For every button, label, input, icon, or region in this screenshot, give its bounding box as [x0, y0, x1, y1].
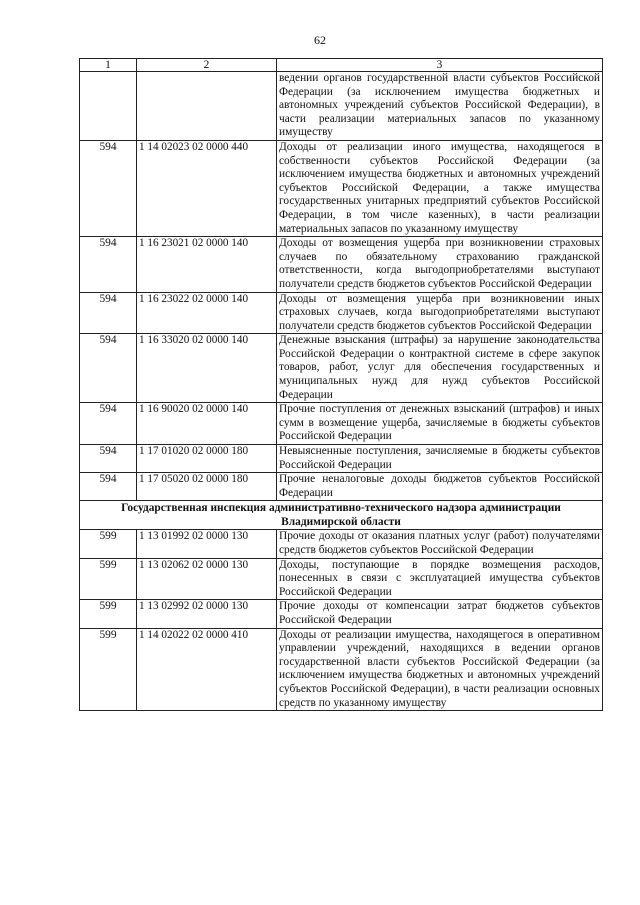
- budget-code-cell: 1 17 01020 02 0000 180: [137, 445, 277, 473]
- budget-code-cell: 1 13 01992 02 0000 130: [137, 530, 277, 558]
- budget-code-cell: 1 16 23021 02 0000 140: [137, 237, 277, 292]
- description-cell: Доходы от реализации имущества, находящегося в оперативном управлении учреждений, находящихся в ведении органов государственной власти субъектов Российской Федерации (за исключением имущества бюджетных и автономных учреждений субъектов Российской Федерации), в части реализации основных средств по указанному имуществу: [277, 628, 603, 711]
- table-row: [80, 473, 603, 501]
- admin-code-cell: 594: [80, 334, 137, 403]
- column-header-2: 2: [137, 59, 277, 72]
- admin-code-cell: 599: [80, 600, 137, 628]
- table-row: [80, 292, 603, 334]
- table-row: [80, 140, 603, 236]
- table-row: [80, 403, 603, 445]
- table-header-row: [80, 59, 603, 72]
- table-row: [80, 72, 603, 141]
- admin-code-cell: 594: [80, 445, 137, 473]
- admin-code-cell: 599: [80, 558, 137, 600]
- budget-code-cell: 1 16 33020 02 0000 140: [137, 334, 277, 403]
- table-row: [80, 334, 603, 403]
- admin-code-cell: 594: [80, 140, 137, 236]
- description-cell: Доходы от возмещения ущерба при возникновении иных страховых случаев, когда выгодоприобретателями выступают получатели средств бюджетов субъектов Российской Федерации: [277, 292, 603, 334]
- budget-code-cell: 1 14 02022 02 0000 410: [137, 628, 277, 711]
- table-row: [80, 530, 603, 558]
- description-cell: Доходы от реализации иного имущества, находящегося в собственности субъектов Российской Федерации (за исключением имущества бюджетных и автономных учреждений субъектов Российской Федерации, а также имущества государственных унитарных предприятий субъектов Российской Федерации, в том числе казенных), в части реализации материальных запасов по указанному имуществу: [277, 140, 603, 236]
- page-number: 62: [314, 33, 326, 47]
- column-header-1: 1: [80, 59, 137, 72]
- table-row: [80, 558, 603, 600]
- description-cell: Доходы от возмещения ущерба при возникновении страховых случаев по обязательному страхованию гражданской ответственности, когда выгодоприобретателями выступают получатели средств бюджетов субъектов Российской Федерации: [277, 237, 603, 292]
- admin-code-cell: [80, 72, 137, 141]
- section-title: Государственная инспекция административно-технического надзора администрации Владимирской области: [80, 501, 603, 530]
- table-row: [80, 445, 603, 473]
- admin-code-cell: 594: [80, 473, 137, 501]
- admin-code-cell: 594: [80, 403, 137, 445]
- description-cell: Доходы, поступающие в порядке возмещения расходов, понесенных в связи с эксплуатацией имущества субъектов Российской Федерации: [277, 558, 603, 600]
- budget-code-cell: 1 13 02062 02 0000 130: [137, 558, 277, 600]
- budget-code-cell: 1 16 90020 02 0000 140: [137, 403, 277, 445]
- description-cell: Прочие доходы от компенсации затрат бюджетов субъектов Российской Федерации: [277, 600, 603, 628]
- admin-code-cell: 594: [80, 237, 137, 292]
- admin-code-cell: 599: [80, 530, 137, 558]
- description-cell: Прочие доходы от оказания платных услуг (работ) получателями средств бюджетов субъектов Российской Федерации: [277, 530, 603, 558]
- revenue-classification-table: [79, 58, 603, 711]
- budget-code-cell: [137, 72, 277, 141]
- admin-code-cell: 594: [80, 292, 137, 334]
- table-row: [80, 600, 603, 628]
- budget-code-cell: 1 13 02992 02 0000 130: [137, 600, 277, 628]
- column-header-3: 3: [277, 59, 603, 72]
- budget-code-cell: 1 17 05020 02 0000 180: [137, 473, 277, 501]
- budget-code-cell: 1 16 23022 02 0000 140: [137, 292, 277, 334]
- section-header-row: [80, 501, 603, 530]
- description-cell: Невыясненные поступления, зачисляемые в бюджеты субъектов Российской Федерации: [277, 445, 603, 473]
- table-row: [80, 628, 603, 711]
- budget-code-cell: 1 14 02023 02 0000 440: [137, 140, 277, 236]
- description-cell: ведении органов государственной власти субъектов Российской Федерации (за исключением имущества бюджетных и автономных учреждений субъектов Российской Федерации), в части реализации материальных запасов по указанному имуществу: [277, 72, 603, 141]
- description-cell: Денежные взыскания (штрафы) за нарушение законодательства Российской Федерации о контрактной системе в сфере закупок товаров, работ, услуг для обеспечения государственных и муниципальных нужд для нужд субъектов Российской Федерации: [277, 334, 603, 403]
- table-row: [80, 237, 603, 292]
- admin-code-cell: 599: [80, 628, 137, 711]
- description-cell: Прочие неналоговые доходы бюджетов субъектов Российской Федерации: [277, 473, 603, 501]
- description-cell: Прочие поступления от денежных взысканий (штрафов) и иных сумм в возмещение ущерба, зачисляемые в бюджеты субъектов Российской Федерации: [277, 403, 603, 445]
